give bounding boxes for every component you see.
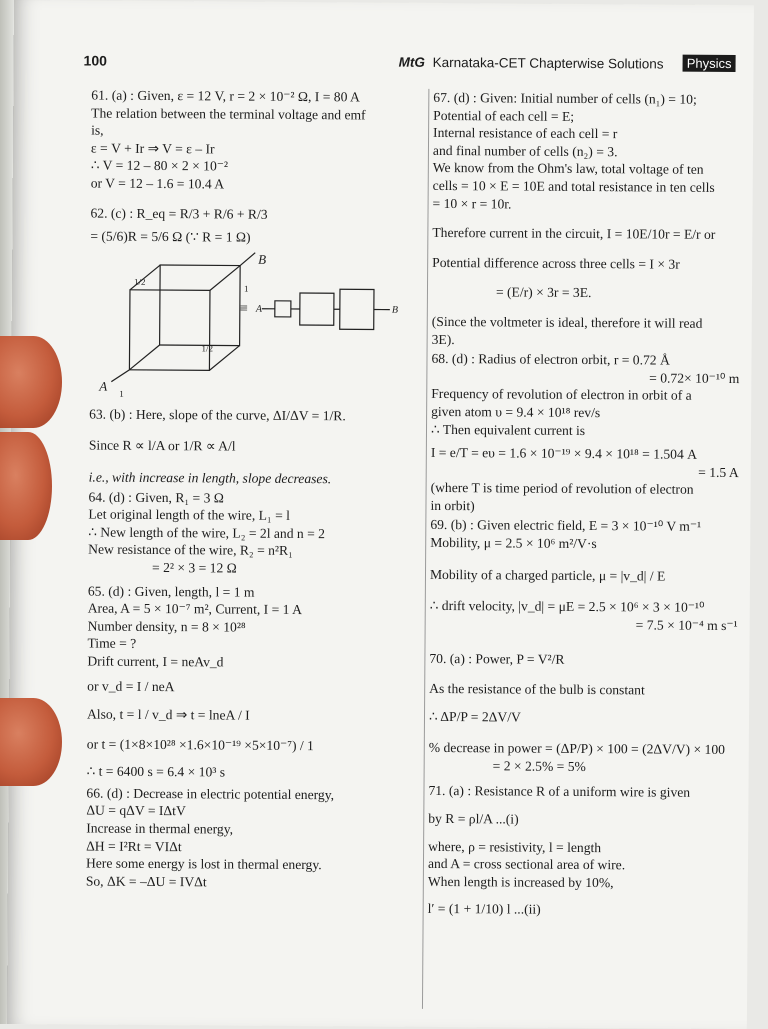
text-line: = 2² × 3 = 12 Ω [88,558,418,578]
text-line: ∴ New length of the wire, L₂ = 2l and n = 2 [88,523,418,543]
text-line: ΔU = qΔV = IΔtV [86,802,416,822]
text-line: Therefore current in the circuit, I = 10E/10r = E/r or [432,224,750,244]
text-line: = 7.5 × 10⁻⁴ m s⁻¹ [430,615,748,635]
brand-logo: MtG [399,55,425,70]
text-line: Also, t = l / v_d ⇒ t = lneA / I [87,706,417,726]
text-line: = 10 × r = 10r. [433,194,751,214]
book-page [7,0,754,1029]
text-line: = (5/6)R = 5/6 Ω (∵ R = 1 Ω) [90,228,420,248]
solution-66 [86,784,417,892]
text-line: Frequency of revolution of electron in orbit of a [431,385,749,405]
text-line: 62. (c) : R_eq = R/3 + R/6 + R/3 [90,204,420,224]
text-line: ∴ ΔP/P = 2ΔV/V [429,708,747,728]
page-number: 100 [84,52,107,68]
text-line: = 1.5 A [431,462,749,482]
text-line: Mobility, μ = 2.5 × 10⁶ m²/V·s [430,534,748,554]
text-line: where, ρ = resistivity, l = length [428,838,746,858]
text-line: 71. (a) : Resistance R of a uniform wire is given [428,782,746,802]
node-b-equiv-label: B [392,301,398,319]
solution-69 [430,516,749,634]
solution-71 [428,782,747,920]
finger [0,432,52,540]
resistor-value-label: 1/2 [202,340,214,358]
text-line: As the resistance of the bulb is constant [429,680,747,700]
solution-62 [90,204,420,247]
text-line: Potential difference across three cells = I × 3r [432,254,750,274]
circuit-diagram [89,249,420,401]
page-header [83,48,735,81]
solution-70 [429,650,748,776]
text-line: and A = cross sectional area of wire. [428,855,746,875]
solution-67 [432,89,752,350]
text-line: i.e., with increase in length, slope decreases. [89,468,419,488]
subject-badge: Physics [683,55,736,72]
text-line: 3E). [432,330,750,350]
text-line: = 2 × 2.5% = 5% [429,757,747,777]
text-line: I = e/T = eυ = 1.6 × 10⁻¹⁹ × 9.4 × 10¹⁸ = 1.504 A [431,444,749,464]
text-line: is, [91,122,421,142]
solution-63 [89,405,420,488]
text-line: l′ = (1 + 1/10) l ...(ii) [428,900,746,920]
text-line: = (E/r) × 3r = 3E. [432,283,750,303]
text-line: When length is increased by 10%, [428,873,746,893]
text-line: 63. (b) : Here, slope of the curve, ΔI/ΔV = 1/R. [89,405,419,425]
text-line: ∴ drift velocity, |v_d| = μE = 2.5 × 10⁶ × 3 × 10⁻¹⁰ [430,597,748,617]
text-line: Internal resistance of each cell = r [433,124,751,144]
text-line: by R = ρl/A ...(i) [428,810,746,830]
left-column [86,87,422,895]
text-line: ΔH = I²Rt = VIΔt [86,837,416,857]
text-line: Mobility of a charged particle, μ = |v_d| / E [430,566,748,586]
text-line: 61. (a) : Given, ε = 12 V, r = 2 × 10⁻² Ω, I = 80 A [91,87,421,107]
text-line: or V = 12 – 1.6 = 10.4 A [91,175,421,195]
text-line: 66. (d) : Decrease in electric potential energy, [86,784,416,804]
right-column [428,89,752,922]
solution-65 [87,582,418,783]
text-line: 67. (d) : Given: Initial number of cells (n₁) = 10; [433,89,751,109]
text-line: New resistance of the wire, R₂ = n²R₁ [88,541,418,561]
node-a-equiv-label: A [256,300,262,318]
resistor-value-label: 1 [119,385,124,403]
equivalence-symbol: ≡ [240,300,248,318]
node-a-label: A [99,377,107,395]
text-line: The relation between the terminal voltage and emf [91,104,421,124]
text-line: So, ΔK = –ΔU = IVΔt [86,872,416,892]
node-b-label: B [258,250,266,268]
finger [0,336,62,428]
series-title-text: Karnataka-CET Chapterwise Solutions [433,55,664,72]
solution-64 [88,488,419,578]
text-line: Potential of each cell = E; [433,107,751,127]
solution-68 [430,350,749,517]
text-line: ∴ t = 6400 s = 6.4 × 10³ s [87,763,417,783]
text-line: given atom υ = 9.4 × 10¹⁸ rev/s [431,403,749,423]
text-line: and final number of cells (n₂) = 3. [433,142,751,162]
text-line: Let original length of the wire, L₁ = l [88,506,418,526]
text-line: % decrease in power = (ΔP/P) × 100 = (2ΔV/V) × 100 [429,739,747,759]
text-line: Here some energy is lost in thermal energy. [86,855,416,875]
solution-61 [91,87,422,195]
text-line: Increase in thermal energy, [86,820,416,840]
text-line: ∴ V = 12 – 80 × 2 × 10⁻² [91,157,421,177]
text-line: Number density, n = 8 × 10²⁸ [88,617,418,637]
text-line: ∴ Then equivalent current is [431,420,749,440]
text-line: or v_d = I / neA [87,678,417,698]
text-line: cells = 10 × E = 10E and total resistance in ten cells [433,177,751,197]
text-line: 68. (d) : Radius of electron orbit, r = 0.72 Å [431,350,749,370]
resistor-cube-figure [89,249,420,401]
text-line: ε = V + Ir ⇒ V = ε – Ir [91,139,421,159]
text-line: Area, A = 5 × 10⁻⁷ m², Current, I = 1 A [88,600,418,620]
series-title [399,55,664,72]
text-line: 69. (b) : Given electric field, E = 3 × 10⁻¹⁰ V m⁻¹ [430,516,748,536]
text-line: Time = ? [87,635,417,655]
text-line: We know from the Ohm's law, total voltage of ten [433,159,751,179]
resistor-value-label: 1/2 [134,274,146,292]
text-line: 64. (d) : Given, R₁ = 3 Ω [88,488,418,508]
resistor-value-label: 1 [244,280,249,298]
text-line: or t = (1×8×10²⁸ ×1.6×10⁻¹⁹ ×5×10⁻⁷) / 1 [87,735,417,755]
text-line: = 0.72× 10⁻¹⁰ m [431,368,749,388]
text-line: Drift current, I = neAv_d [87,652,417,672]
text-line: 70. (a) : Power, P = V²/R [429,650,747,670]
text-line: in orbit) [430,497,748,517]
finger [0,698,62,786]
text-line: (where T is time period of revolution of electron [431,479,749,499]
text-line: Since R ∝ l/A or 1/R ∝ A/l [89,437,419,457]
text-line: (Since the voltmeter is ideal, therefore it will read [432,313,750,333]
text-line: 65. (d) : Given, length, l = 1 m [88,582,418,602]
